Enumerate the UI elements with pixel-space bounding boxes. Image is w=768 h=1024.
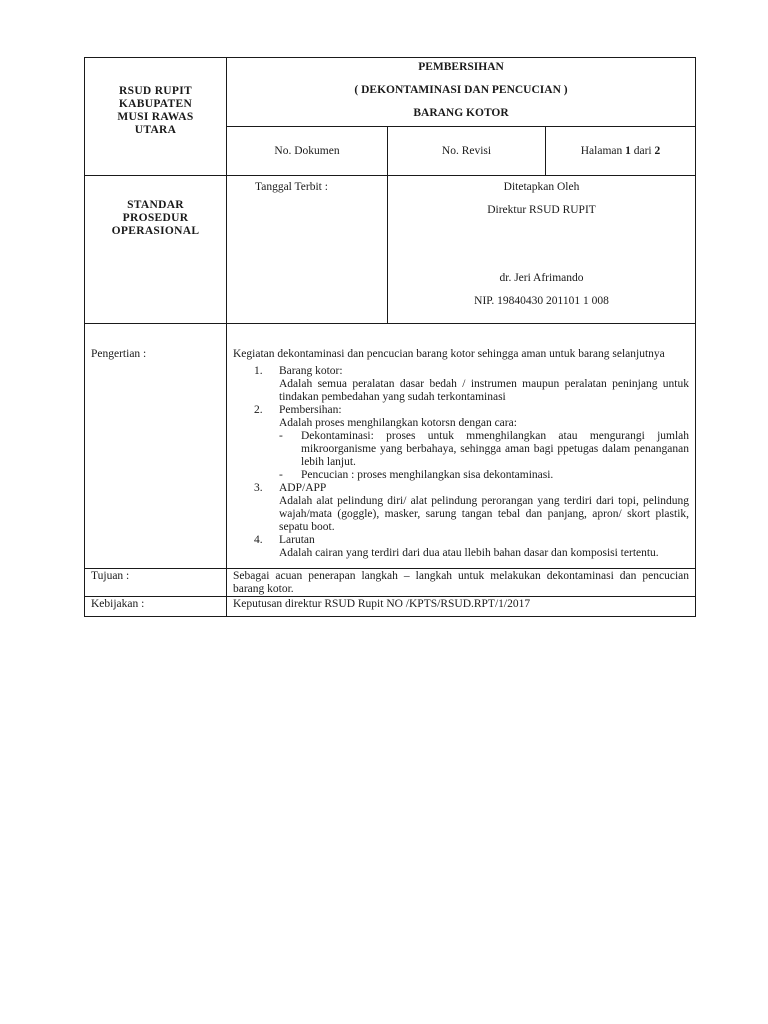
sop-table xyxy=(84,57,696,617)
pengertian-label-cell xyxy=(85,324,227,569)
nama-direktur: dr. Jeri Afrimando xyxy=(499,272,584,284)
hospital-line: RSUD RUPIT xyxy=(119,85,192,97)
item-body: Adalah proses menghilangkan kotorsn dengan cara: xyxy=(279,417,517,429)
pengertian-label: Pengertian : xyxy=(91,348,147,360)
halaman-total: 2 xyxy=(654,144,661,157)
tanggal-terbit-cell xyxy=(227,176,388,324)
hospital-name xyxy=(85,58,227,176)
title-line: ( DEKONTAMINASI DAN PENCUCIAN ) xyxy=(354,84,568,96)
tanggal-terbit-label: Tanggal Terbit : xyxy=(255,181,328,193)
no-revisi-cell xyxy=(388,127,546,176)
item-title: ADP/APP xyxy=(279,482,327,494)
halaman-cell xyxy=(546,127,696,176)
document-title xyxy=(227,58,696,127)
ditetapkan-oleh: Ditetapkan Oleh xyxy=(503,181,580,193)
tujuan-label-cell xyxy=(85,569,227,597)
item-body: Adalah cairan yang terdiri dari dua atau llebih bahan dasar dan komposisi tertentu. xyxy=(279,547,659,559)
item-body: Adalah alat pelindung diri/ alat pelindung perorangan yang terdiri dari topi, pelindung wajah/mata (goggle), masker, sarung tangan tebal dan panjang, apron/ skort plastik, sepatu boot. xyxy=(279,495,690,533)
title-line: PEMBERSIHAN xyxy=(418,61,504,73)
item-number: 3. xyxy=(254,482,263,494)
halaman-mid: dari xyxy=(630,144,655,157)
sub-list xyxy=(279,430,689,482)
no-dokumen-cell xyxy=(227,127,388,176)
nip: NIP. 19840430 201101 1 008 xyxy=(474,295,609,307)
pengertian-list xyxy=(233,365,689,560)
list-item xyxy=(233,404,689,482)
hospital-line: MUSI RAWAS xyxy=(117,111,194,123)
hospital-line: KABUPATEN xyxy=(118,98,193,110)
list-item xyxy=(233,365,689,404)
no-revisi-label: No. Revisi xyxy=(441,144,492,157)
kebijakan-text: Keputusan direktur RSUD Rupit NO /KPTS/RSUD.RPT/1/2017 xyxy=(233,598,531,610)
pengertian-content xyxy=(227,324,696,569)
ditetapkan-cell xyxy=(388,176,696,324)
kebijakan-label-cell xyxy=(85,597,227,617)
item-title: Barang kotor: xyxy=(279,365,343,377)
sop-label xyxy=(85,176,227,324)
no-dokumen-label: No. Dokumen xyxy=(274,144,340,157)
list-item xyxy=(233,534,689,560)
item-title: Pembersihan: xyxy=(279,404,342,416)
sop-label-line: PROSEDUR xyxy=(122,212,189,224)
kebijakan-content xyxy=(227,597,696,617)
sub-list-item xyxy=(279,469,689,482)
dash-bullet: - xyxy=(279,430,283,442)
kebijakan-label: Kebijakan : xyxy=(91,598,145,610)
tujuan-label: Tujuan : xyxy=(91,570,130,582)
halaman-current: 1 xyxy=(625,144,631,157)
hospital-line: UTARA xyxy=(134,124,177,136)
tujuan-text: Sebagai acuan penerapan langkah – langkah untuk melakukan dekontaminasi dan pencucian barang kotor. xyxy=(233,570,690,595)
halaman-prefix: Halaman xyxy=(580,144,626,157)
title-line: BARANG KOTOR xyxy=(413,107,509,119)
sub-item-text: Dekontaminasi: proses untuk mmenghilangkan atau mengurangi jumlah mikroorganisme yang berbahaya, sehingga aman bagi ppetugas dalam penanganan lebih lanjut. xyxy=(301,430,690,468)
tujuan-content xyxy=(227,569,696,597)
item-body: Adalah semua peralatan dasar bedah / instrumen maupun peralatan peninjang untuk tindakan pembedahan yang sudah terkontaminasi xyxy=(279,378,690,403)
dash-bullet: - xyxy=(279,469,283,481)
sub-list-item xyxy=(279,430,689,469)
pengertian-intro: Kegiatan dekontaminasi dan pencucian barang kotor sehingga aman untuk barang selanjutnya xyxy=(233,348,665,360)
item-number: 1. xyxy=(254,365,263,377)
jabatan: Direktur RSUD RUPIT xyxy=(487,204,596,216)
sop-label-line: STANDAR xyxy=(127,199,184,211)
sop-label-line: OPERASIONAL xyxy=(111,225,200,237)
item-number: 4. xyxy=(254,534,263,546)
sub-item-text: Pencucian : proses menghilangkan sisa dekontaminasi. xyxy=(301,469,554,481)
item-title: Larutan xyxy=(279,534,315,546)
item-number: 2. xyxy=(254,404,263,416)
list-item xyxy=(233,482,689,534)
